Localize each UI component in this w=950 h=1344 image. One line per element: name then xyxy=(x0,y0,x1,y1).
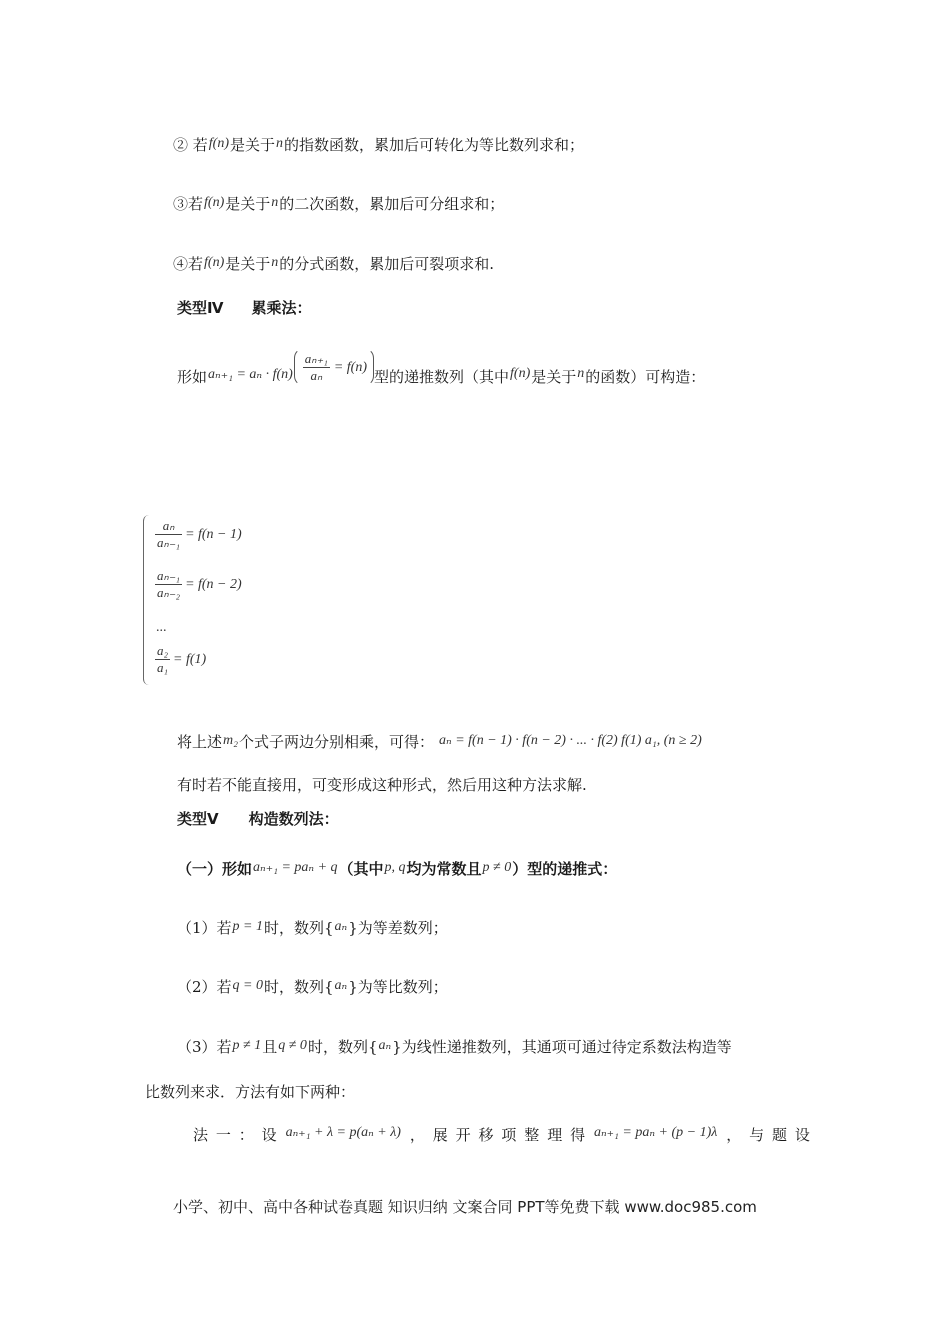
math-expr: f(n) xyxy=(204,255,225,270)
word: 移 xyxy=(478,1126,494,1144)
math-expr: n xyxy=(271,255,279,270)
word: ： xyxy=(238,1126,254,1144)
line-text: （一）形如 xyxy=(177,860,253,878)
heading-label: 类型Ⅴ xyxy=(177,810,219,828)
case-row xyxy=(152,643,206,676)
line-text: ② 若 xyxy=(173,136,208,154)
fraction-denominator: aₙ xyxy=(310,367,323,383)
line-text: 且 xyxy=(262,1038,278,1056)
justified-line xyxy=(193,1124,810,1145)
text-line xyxy=(173,195,504,213)
fraction-numerator: aₙ xyxy=(155,518,182,535)
math-expr: f(n) xyxy=(208,136,229,151)
fraction xyxy=(155,518,182,551)
line-text: 有时若不能直接用，可变形成这种形式，然后用这种方法求解. xyxy=(177,776,587,794)
left-brace xyxy=(143,515,151,685)
line-text: 型的递推数列（其中 xyxy=(374,368,510,386)
line-text: ④若 xyxy=(173,255,204,273)
line-text: }为等比数列； xyxy=(348,978,448,996)
heading-label: 类型Ⅳ xyxy=(177,299,224,317)
fraction-denominator: aₙ₋₁ xyxy=(157,535,181,550)
text-line xyxy=(177,776,587,794)
word: 与 xyxy=(749,1126,765,1144)
math-expr: aₙ xyxy=(378,1038,392,1053)
fraction-numerator: aₙ₊₁ xyxy=(304,350,328,366)
fraction xyxy=(303,351,330,383)
text-line xyxy=(177,919,448,937)
line-text: 均为常数且 xyxy=(406,860,482,878)
text-line xyxy=(177,733,703,751)
word: 展 xyxy=(432,1126,448,1144)
text-line xyxy=(145,1083,355,1101)
math-expr: n xyxy=(271,195,279,210)
fraction xyxy=(155,568,182,601)
case-ellipsis: ... xyxy=(156,620,167,635)
case-equation: = f(n − 2) xyxy=(185,576,242,592)
line-text: （其中 xyxy=(338,860,384,878)
word: 法 xyxy=(193,1126,209,1144)
line-text: 时，数列{ xyxy=(307,1038,378,1056)
word: 设 xyxy=(794,1126,810,1144)
math-expr: aₙ₊₁ = paₙ + (p − 1)λ xyxy=(593,1125,718,1140)
case-row xyxy=(152,518,242,551)
line-text: 时，数列{ xyxy=(264,919,334,937)
line-text: 形如 xyxy=(177,368,208,386)
line-text: }为等差数列； xyxy=(348,919,448,937)
math-expr: n xyxy=(577,365,585,381)
heading-title: 累乘法： xyxy=(251,299,312,317)
fraction-numerator: aₙ₋₁ xyxy=(157,568,181,583)
heading-title: 构造数列法： xyxy=(248,810,339,828)
word: ， xyxy=(726,1126,742,1144)
math-expr: aₙ = f(n − 1) · f(n − 2) · ... · f(2) f(1) a₁, (n ≥ 2) xyxy=(439,733,702,748)
text-line xyxy=(173,255,494,273)
math-expr: p ≠ 1 xyxy=(232,1038,262,1053)
word: 题 xyxy=(771,1126,787,1144)
line-text: 是关于 xyxy=(531,368,577,386)
fraction-numerator: a₂ xyxy=(157,643,169,658)
line-text: 的函数）可构造： xyxy=(585,368,706,386)
fraction xyxy=(155,643,170,676)
word: 一 xyxy=(215,1126,231,1144)
case-row xyxy=(152,620,167,636)
line-text: 时，数列{ xyxy=(264,978,334,996)
word: 理 xyxy=(547,1126,563,1144)
line-text: 是关于 xyxy=(230,136,276,154)
math-expr: p, q xyxy=(384,860,406,875)
line-text: （2）若 xyxy=(177,978,232,996)
line-text: 的分式函数，累加后可裂项求和. xyxy=(279,255,495,273)
case-row xyxy=(152,568,242,601)
word: 开 xyxy=(455,1126,471,1144)
line-text: ）型的递推式： xyxy=(512,860,618,878)
math-expr: aₙ₊₁ = aₙ · f(n) xyxy=(208,366,293,382)
section-heading xyxy=(177,299,312,317)
line-text: ③若 xyxy=(173,195,204,213)
paren-group xyxy=(294,348,374,386)
line-text: （1）若 xyxy=(177,919,232,937)
math-expr: aₙ xyxy=(334,919,348,934)
math-expr: q = 0 xyxy=(232,978,263,993)
math-expr: f(n) xyxy=(204,195,225,210)
math-expr: p ≠ 0 xyxy=(482,860,512,875)
line-text: 的指数函数，累加后可转化为等比数列求和； xyxy=(284,136,585,154)
math-expr: q ≠ 0 xyxy=(278,1038,307,1053)
text-line xyxy=(177,860,617,878)
line-text: 将上述 xyxy=(177,733,223,751)
text-line xyxy=(177,1038,732,1056)
line-text: }为线性递推数列，其通项可通过待定系数法构造等 xyxy=(392,1038,732,1056)
text-line xyxy=(177,342,705,392)
section-heading xyxy=(177,810,339,828)
word: 整 xyxy=(524,1126,540,1144)
math-expr: aₙ xyxy=(334,978,348,993)
fraction-denominator: aₙ₋₂ xyxy=(157,585,181,600)
page-footer: 小学、初中、高中各种试卷真题 知识归纳 文案合同 PPT等免费下载 www.doc985.com xyxy=(173,1198,757,1216)
text-line xyxy=(173,136,584,154)
text-line xyxy=(177,978,448,996)
fraction-denominator: a₁ xyxy=(157,660,169,675)
line-text: （3）若 xyxy=(177,1038,232,1056)
word: 项 xyxy=(501,1126,517,1144)
case-equation: = f(1) xyxy=(173,651,207,667)
math-expr: aₙ₊₁ + λ = p(aₙ + λ) xyxy=(285,1125,401,1140)
math-expr: p = 1 xyxy=(232,919,263,934)
line-text: 是关于 xyxy=(225,195,271,213)
math-expr: m₂ xyxy=(223,733,238,748)
math-expr: aₙ₊₁ = paₙ + q xyxy=(253,860,338,875)
line-text: 比数列来求．方法有如下两种： xyxy=(145,1083,356,1101)
word: ， xyxy=(409,1126,425,1144)
math-expr: f(n) xyxy=(510,365,531,381)
word: 得 xyxy=(570,1126,586,1144)
line-text: 的二次函数，累加后可分组求和； xyxy=(279,195,505,213)
line-text: 个式子两边分别相乘，可得： xyxy=(239,733,435,751)
math-expr: n xyxy=(276,136,284,151)
case-equation: = f(n − 1) xyxy=(185,526,242,542)
line-text: 是关于 xyxy=(225,255,271,273)
word: 设 xyxy=(261,1126,277,1144)
math-expr: = f(n) xyxy=(333,360,368,375)
